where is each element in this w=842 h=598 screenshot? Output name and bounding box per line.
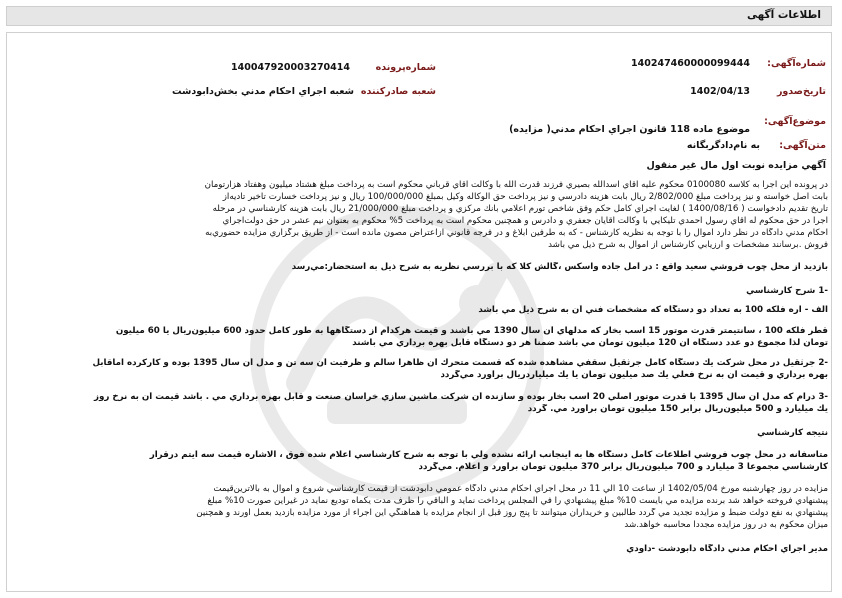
body-line: -2 جرثقيل در محل شركت يك دستگاه كامل جرثقيل سقفي مشاهده شده كه قسمت متحرك آن ظاهرا سالم و ظرفيت آن سه تن و مدل آن سال 1395 بوده و كاركرده اماقابل: [92, 358, 828, 368]
body-line: فروش .برسانند مشخصات و ارزيابي كارشناس از اموال به شرح ذيل مي باشد: [548, 240, 828, 250]
body-line: احكام مدني دادگاه در نظر دارد اموال را با توجه به نظريه كارشناس - كه به طرفين ابلاغ و در فرجه قانوني ازاعتراض مصون مانده است - از طريق برگزاري مزايده حضوري‌به: [205, 228, 828, 238]
body-line: پيشنهادي فروخته خواهد شد برنده مزايده مي بايست 10% مبلغ پيشنهادي را في المجلس پرداخت نمايد و الباقي را ظرف مدت يكماه توديع نمايد در غيراين صورت 10% مبلغ: [207, 496, 828, 506]
body-line: مزايده در روز چهارشنبه مورخ 1402/05/04 از ساعت 10 الي 11 در محل اجراي احكام مدني دادگاه عمومي دابودشت از قيمت كارشناسي شروع و اموال به بالاترين‌قيمت: [213, 484, 828, 494]
issuer-value: شعبه اجراي احكام مدني بخش‌دابودشت: [171, 86, 354, 97]
body-line: اجرا در حق محكوم له آقاي رسول احمدي تليكايي با وكالت آقايان جعفري و دادرس و همچنين محكوم است به پرداخت 5% محكوم به بعنوان نيم عشر در حق دولت‌اجراي: [222, 216, 828, 226]
body-line: كارشناسي مجموعا 3 ميليارد و 700 ميليون‌ريال برابر 370 ميليون تومان برآورد و اعلام. مي‌گردد: [418, 462, 828, 472]
body-line: قطر فلكه 100 ، سانتيمتر قدرت موتور 15 اسب بخار كه مدلهاي آن سال 1390 مي باشند و قيمت هركدام از دستگاهها به طور كامل حدود 600 ميليون‌ريال يا 60 ميليون: [115, 326, 828, 336]
ad-number-label: شماره‌آگهی:: [767, 58, 826, 69]
auction-title: آگهي مزايده نوبت اول مال غير منقول: [646, 160, 826, 171]
body-line: پيشنهادي به نفع دولت ضبط و مزايده تجديد مي گردد طالبين و خريداران ميتوانند تا پنج روز قبل از انجام مزايده با هماهنگي اين اجراء از مورد مزايده بازديد بعمل آورند و همچنين: [196, 508, 828, 518]
body-line: بازديد از محل چوب فروشي سعيد واقع : در آمل جاده واسكس ،گالش كلا كه با بررسي نظريه به شرح ذيل به استحضار:مي‌رسد: [291, 262, 828, 272]
file-number-value: 140047920003270414: [231, 62, 350, 73]
body-line: در پرونده اين اجرا به كلاسه 0100080 محكوم عليه آقاي اسدالله بصيري فرزند قدرت الله با وكالت آقاي قرباني محكوم است به پرداخت مبلغ هشتاد ميليون وهفتاد هزارتومان: [204, 180, 828, 190]
subject-label: موضوع‌آگهی:: [764, 116, 826, 127]
body-line: بهره برداري و قيمت آن به نرخ فعلي يك صد ميليون تومان يا يك ميلياردريال برآورد مي‌گردد: [440, 370, 828, 380]
body-line: متاسفانه در محل چوب فروشي اطلاعات كامل دستگاه ها به اينجانب ارائه نشده ولي با توجه به شرح كارشناسي اعلام شده فوق ، الاشاره قيمت سه ايتم درقرار: [149, 450, 828, 460]
body-line: بابت اصل خواسته و نيز پرداخت مبلغ 2/802/000 ريال بابت هزينه دادرسي و نيز پرداخت حق الوكاله وكيل بمبلغ 100/000/000 ريال و نيز پرداخت خسارت تأخير تأديه‌از: [222, 192, 828, 202]
ad-number-value: 140247460000099444: [631, 58, 750, 69]
text-recipient: به نام‌دادگربگانه: [686, 140, 760, 151]
subject-value: موضوع ماده 118 قانون اجراي احكام مدني( مزايده): [509, 124, 750, 135]
header-title: اطلاعات آگهی: [746, 9, 821, 21]
body-line: تومان لذا مجموع دو عدد دستگاه آن 120 ميليون تومان مي باشد ضمناً هر دو دستگاه قابل بهره برداري مي باشند: [352, 338, 828, 348]
header-bar: [6, 6, 832, 26]
file-number-label: شماره‌پرونده: [375, 62, 436, 73]
section-heading: -1 شرح كارشناسي: [746, 286, 828, 296]
body-line: -3 درام كه مدل آن سال 1395 با قدرت موتور اصلي 20 اسب بخار بوده و سازنده آن شركت ماشين سازي خراسان صنعت و قابل بهره برداري مي . باشد قيمت آن به نرخ روز: [93, 392, 828, 402]
body-line: الف - اره فلكه 100 به تعداد دو دستگاه كه مشخصات فني آن به شرح ذيل مي باشد: [478, 305, 828, 315]
text-label: متن‌آگهی:: [779, 140, 826, 151]
issue-date-value: 1402/04/13: [690, 86, 750, 97]
signature-line: مدير اجراي احكام مدني دادگاه دابودشت -داودي: [626, 544, 828, 554]
section-heading: نتيجه كارشناسي: [757, 428, 828, 438]
body-line: يك ميليارد و 500 ميليون‌ريال برابر 150 ميليون تومان برآورد مي. گردد: [527, 404, 828, 414]
body-line: تاريخ تقديم دادخواست ( 1400/08/16 ) لغايت اجراي كامل حكم وفق شاخص تورم اعلامي بانك مركزي و پرداخت مبلغ 21/000/000 ريال بابت هزينه كارشناسي در مرحله: [212, 204, 828, 214]
issuer-label: شعبه صادرکننده: [360, 86, 436, 97]
body-line: ميزان محكوم به در روز مزايده مجدداً محاسبه خواهد.شد: [624, 520, 828, 530]
issue-date-label: تاریخ‌صدور: [776, 86, 826, 97]
